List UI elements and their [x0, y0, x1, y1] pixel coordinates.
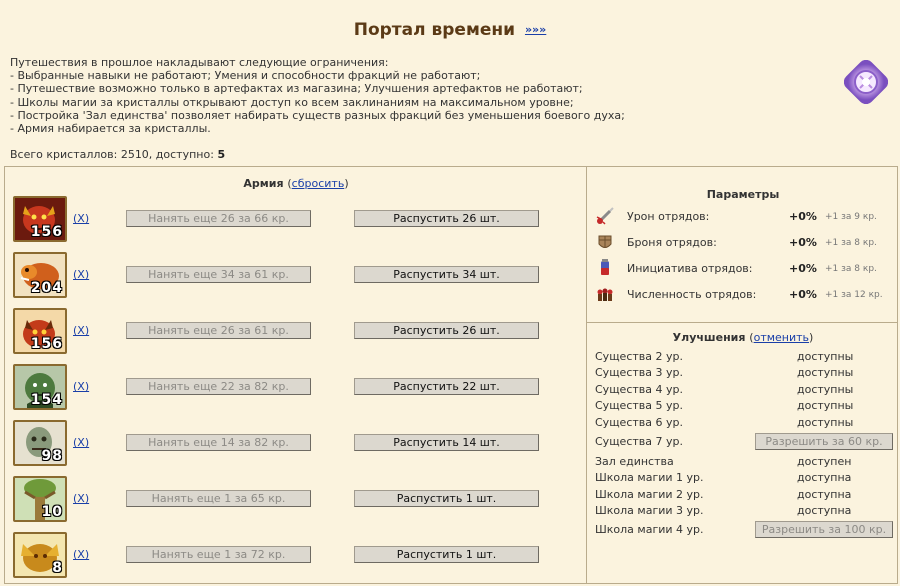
dismiss-button[interactable]: Распустить 34 шт.	[354, 266, 539, 283]
upgrade-row	[595, 503, 895, 519]
param-row-troops	[595, 284, 895, 304]
param-label: Броня отрядов:	[627, 236, 717, 249]
upgrade-row	[595, 398, 895, 414]
troops-icon	[595, 284, 615, 304]
dismiss-button[interactable]: Распустить 14 шт.	[354, 434, 539, 451]
army-unit-row	[13, 420, 583, 466]
param-label: Численность отрядов:	[627, 288, 757, 301]
army-panel	[4, 166, 586, 584]
upgrade-row	[595, 454, 895, 470]
param-value: +0%	[789, 210, 817, 223]
upgrade-status: доступны	[797, 399, 854, 412]
params-panel	[586, 166, 898, 323]
unit-portrait	[13, 476, 67, 522]
param-value: +0%	[789, 262, 817, 275]
unit-remove-link[interactable]: (X)	[73, 436, 90, 449]
param-increment[interactable]: +1 за 12 кр.	[825, 290, 883, 300]
hire-button[interactable]: Нанять еще 14 за 82 кр.	[126, 434, 311, 451]
param-value: +0%	[789, 236, 817, 249]
army-unit-row	[13, 532, 583, 578]
army-unit-row	[13, 364, 583, 410]
param-label: Урон отрядов:	[627, 210, 710, 223]
intro-line: - Выбранные навыки не работают; Умения и способности фракций не работают;	[10, 69, 481, 83]
upgrade-label: Школа магии 3 ур.	[595, 504, 704, 517]
unit-remove-link[interactable]: (X)	[73, 380, 90, 393]
upgrade-allow-button[interactable]: Разрешить за 60 кр.	[755, 433, 893, 450]
unit-count: 204	[30, 280, 63, 296]
army-unit-row	[13, 252, 583, 298]
unit-remove-link[interactable]: (X)	[73, 492, 90, 505]
page-title-text: Портал времени	[353, 20, 516, 40]
intro-line: - Армия набирается за кристаллы.	[10, 122, 211, 136]
unit-portrait	[13, 252, 67, 298]
upgrade-status: доступны	[797, 350, 854, 363]
params-title: Параметры	[706, 188, 780, 201]
upgrade-status: доступна	[797, 471, 852, 484]
unit-remove-link[interactable]: (X)	[73, 268, 90, 281]
param-label: Инициатива отрядов:	[627, 262, 753, 275]
param-row-damage	[595, 206, 895, 226]
intro-text	[10, 56, 830, 135]
hire-button[interactable]: Нанять еще 1 за 72 кр.	[126, 546, 311, 563]
unit-portrait	[13, 532, 67, 578]
unit-portrait	[13, 420, 67, 466]
hire-button[interactable]: Нанять еще 34 за 61 кр.	[126, 266, 311, 283]
param-row-initiative	[595, 258, 895, 278]
param-increment[interactable]: +1 за 9 кр.	[825, 212, 877, 222]
page-title	[0, 20, 900, 40]
upgrades-panel	[586, 323, 898, 584]
upgrade-label: Школа магии 2 ур.	[595, 488, 704, 501]
upgrade-row	[595, 521, 895, 539]
param-row-armor	[595, 232, 895, 252]
intro-line: Путешествия в прошлое накладывают следующие ограничения:	[10, 56, 389, 69]
upgrade-status: доступны	[797, 366, 854, 379]
intro-line: - Путешествие возможно только в артефактах из магазина; Улучшения артефактов не работают;	[10, 82, 583, 96]
unit-portrait	[13, 308, 67, 354]
upgrades-cancel-link[interactable]: отменить	[753, 331, 810, 344]
upgrade-status: доступны	[797, 383, 854, 396]
army-title: Армия	[243, 177, 284, 190]
time-portal-icon	[844, 60, 888, 104]
unit-portrait	[13, 196, 67, 242]
upgrade-label: Школа магии 4 ур.	[595, 523, 704, 536]
upgrade-allow-button[interactable]: Разрешить за 100 кр.	[755, 521, 893, 538]
intro-line: - Школы магии за кристаллы открывают доступ ко всем заклинаниям на максимальном уровне;	[10, 95, 574, 109]
unit-remove-link[interactable]: (X)	[73, 548, 90, 561]
upgrade-status: доступен	[797, 455, 852, 468]
param-value: +0%	[789, 288, 817, 301]
upgrade-label: Зал единства	[595, 455, 674, 468]
upgrades-header: Улучшения (отменить)	[672, 331, 814, 344]
upgrade-label: Школа магии 1 ур.	[595, 471, 704, 484]
upgrade-row	[595, 433, 895, 451]
hire-button[interactable]: Нанять еще 26 за 61 кр.	[126, 322, 311, 339]
unit-remove-link[interactable]: (X)	[73, 212, 90, 225]
upgrades-title: Улучшения	[672, 331, 746, 344]
army-header: Армия (сбросить)	[243, 177, 349, 190]
dismiss-button[interactable]: Распустить 26 шт.	[354, 322, 539, 339]
dismiss-button[interactable]: Распустить 22 шт.	[354, 378, 539, 395]
hire-button[interactable]: Нанять еще 1 за 65 кр.	[126, 490, 311, 507]
upgrade-label: Существа 5 ур.	[595, 399, 683, 412]
unit-portrait	[13, 364, 67, 410]
hire-button[interactable]: Нанять еще 22 за 82 кр.	[126, 378, 311, 395]
dismiss-button[interactable]: Распустить 1 шт.	[354, 546, 539, 563]
army-unit-row	[13, 196, 583, 242]
hire-button[interactable]: Нанять еще 26 за 66 кр.	[126, 210, 311, 227]
sword-damage-icon	[595, 206, 615, 226]
crystals-available: 5	[217, 148, 226, 161]
initiative-icon	[595, 258, 615, 278]
upgrade-label: Существа 2 ур.	[595, 350, 683, 363]
dismiss-button[interactable]: Распустить 1 шт.	[354, 490, 539, 507]
upgrade-row	[595, 349, 895, 365]
army-reset-link[interactable]: сбросить	[291, 177, 345, 190]
upgrade-row	[595, 365, 895, 381]
unit-count: 156	[30, 336, 63, 352]
upgrade-row	[595, 487, 895, 503]
army-unit-row	[13, 476, 583, 522]
upgrade-label: Существа 3 ур.	[595, 366, 683, 379]
intro-line: - Постройка 'Зал единства' позволяет набирать существ разных фракций без уменьшения боевого духа;	[10, 108, 625, 122]
unit-count: 8	[52, 560, 63, 576]
upgrade-status: доступна	[797, 504, 852, 517]
unit-count: 154	[30, 392, 63, 408]
upgrade-label: Существа 4 ур.	[595, 383, 683, 396]
title-more-link[interactable]: »»»	[524, 23, 547, 36]
upgrade-status: доступны	[797, 416, 854, 429]
army-unit-row	[13, 308, 583, 354]
dismiss-button[interactable]: Распустить 26 шт.	[354, 210, 539, 227]
unit-count: 10	[41, 504, 63, 520]
upgrade-status: доступна	[797, 488, 852, 501]
armor-icon	[595, 232, 615, 252]
upgrade-label: Существа 6 ур.	[595, 416, 683, 429]
crystals-summary	[10, 148, 225, 161]
param-increment[interactable]: +1 за 8 кр.	[825, 264, 877, 274]
upgrade-row	[595, 470, 895, 486]
upgrade-row	[595, 415, 895, 431]
upgrade-row	[595, 382, 895, 398]
crystals-label: Всего кристаллов: 2510, доступно:	[10, 148, 214, 161]
unit-count: 98	[41, 448, 63, 464]
unit-count: 156	[30, 224, 63, 240]
upgrade-label: Существа 7 ур.	[595, 435, 683, 448]
unit-remove-link[interactable]: (X)	[73, 324, 90, 337]
param-increment[interactable]: +1 за 8 кр.	[825, 238, 877, 248]
